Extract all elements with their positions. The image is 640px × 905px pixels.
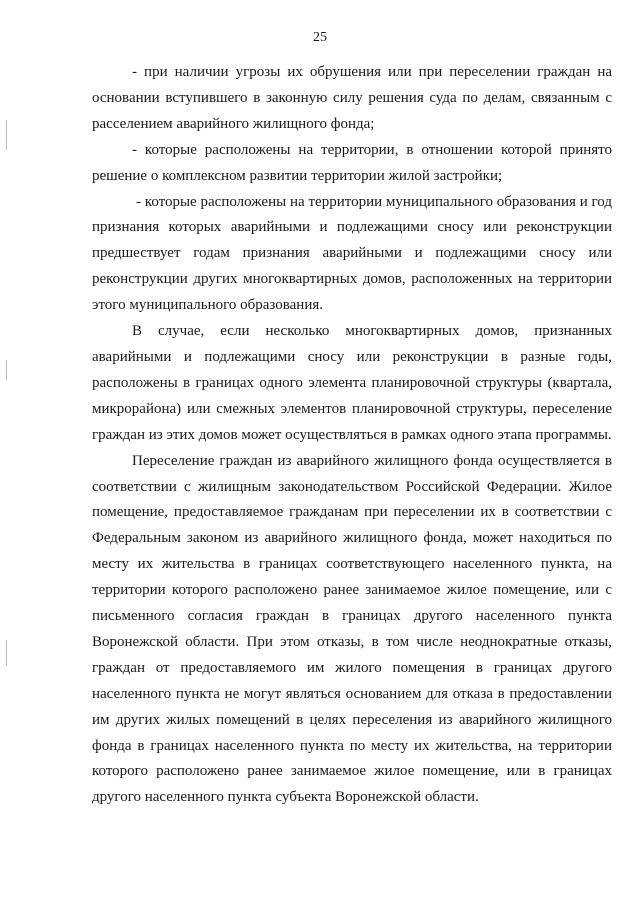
paragraph-resettlement-rules: Переселение граждан из аварийного жилищного фонда осуществляется в соответствии с жилищным законодательством Российской Федерации. Жилое помещение, предоставляемое гражданам при переселении их в соответствии с Федеральным законом из аварийного жилищного фонда, может находиться по месту их жительства в границах соответствующего населенного пункта, на территории которого расположено ранее занимаемое жилое помещение, или с письменного согласия граждан в границах другого населенного пункта Воронежской области. При этом отказы, в том числе неоднократные отказы, граждан от предоставляемого им жилого помещения в границах другого населенного пункта не могут являться основанием для отказа в предоставлении им других жилых помещений в целях переселения из аварийного жилищного фонда в границах населенного пункта по месту их жительства, на территории которого расположено ранее занимаемое жилое помещение, или в границах другого населенного пункта субъекта Воронежской области.	[92, 452, 612, 806]
paragraph-complex-development: - которые расположены на территории, в отношении которой принято решение о комплексном развитии территории жилой застройки;	[92, 141, 612, 184]
scan-margin-mark	[6, 120, 7, 150]
page-number: 25	[313, 30, 327, 45]
paragraph-multiple-buildings: В случае, если несколько многоквартирных домов, признанных аварийными и подлежащими сносу или реконструкции в разные годы, расположены в границах одного элемента планировочной структуры (квартала, микрорайона) или смежных элементов планировочной структуры, переселение граждан из этих домов может осуществляться в рамках одного этапа программы.	[92, 323, 612, 443]
paragraph-municipal-territory: - которые расположены на территории муниципального образования и год признания которых аварийными и подлежащими сносу или реконструкции предшествует годам признания аварийными и подлежащими сносу или реконструкции других многоквартирных домов, расположенных на территории этого муниципального образования.	[92, 193, 612, 314]
document-body	[92, 60, 612, 811]
paragraph-emergency-threat: - при наличии угрозы их обрушения или при переселении граждан на основании вступившего в законную силу решения суда по делам, связанным с расселением аварийного жилищного фонда;	[92, 64, 612, 132]
scan-margin-mark	[6, 360, 7, 380]
scan-margin-mark	[6, 640, 7, 666]
